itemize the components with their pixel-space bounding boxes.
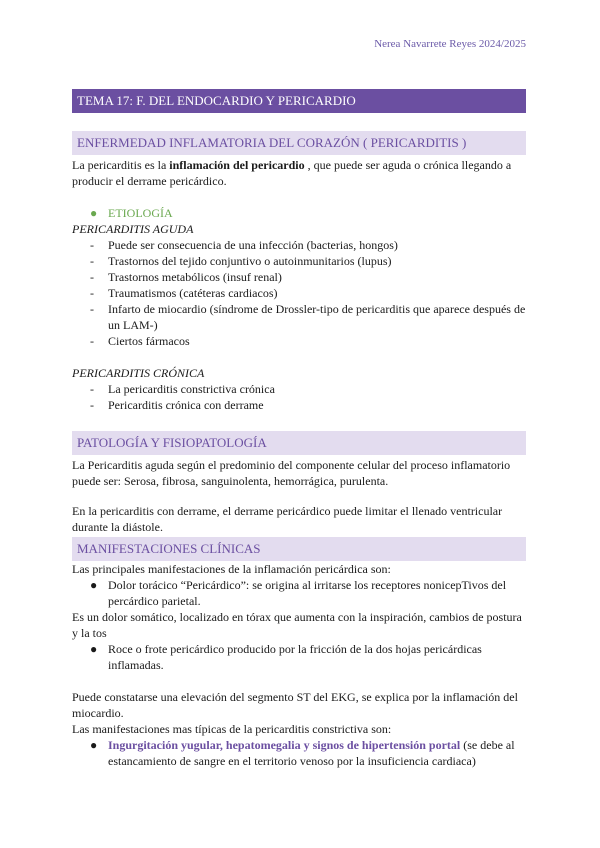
- cronica-title: PERICARDITIS CRÓNICA: [72, 366, 205, 380]
- intro-text-bold: inflamación del pericardio: [169, 158, 305, 172]
- manifestaciones-intro: Las principales manifestaciones de la inflamación pericárdica son:: [72, 562, 391, 576]
- list-item: [72, 577, 526, 609]
- list-item: - Trastornos metabólicos (insuf renal): [72, 269, 526, 285]
- document-title: TEMA 17: F. DEL ENDOCARDIO Y PERICARDIO: [72, 89, 526, 113]
- patologia-paragraph-2: [72, 503, 526, 535]
- ingurgitacion-text: Ingurgitación yugular, hepatomegalia y signos de hipertensión portal: [108, 738, 461, 752]
- aguda-title: PERICARDITIS AGUDA: [72, 222, 194, 236]
- author-header: Nerea Navarrete Reyes 2024/2025: [374, 38, 526, 50]
- list-item: - Traumatismos (catéteras cardiacos): [72, 285, 526, 301]
- section-heading-pericarditis: ENFERMEDAD INFLAMATORIA DEL CORAZÓN ( PERICARDITIS ): [72, 131, 526, 155]
- bullet-dot-icon: ●: [90, 206, 98, 220]
- pericarditis-aguda-block: [72, 221, 526, 349]
- constrictiva-intro: Las manifestaciones mas típicas de la pericarditis constrictiva son:: [72, 722, 392, 736]
- list-item: [72, 641, 526, 673]
- ekg-block: [72, 689, 526, 769]
- intro-text-end: , que puede ser aguda o crónica llegando a producir el derrame pericárdico.: [72, 158, 512, 188]
- patologia-paragraph-1: [72, 457, 526, 489]
- list-item: - Infarto de miocardio (síndrome de Drossler-tipo de pericarditis que aparece después de un LAM-): [72, 301, 526, 333]
- etiologia-bullet: [72, 205, 526, 221]
- pericarditis-cronica-block: [72, 365, 526, 413]
- section-heading-patologia: PATOLOGÍA Y FISIOPATOLOGÍA: [72, 431, 526, 455]
- dolor-somatico-text: Es un dolor somático, localizado en tórax que aumenta con la inspiración, cambios de postura y la tos: [72, 610, 522, 640]
- ekg-text: Puede constatarse una elevación del segmento ST del EKG, se explica por la inflamación del miocardio.: [72, 690, 518, 720]
- estancamiento-text: (se debe al estancamiento de sangre en el territorio venoso por la insuficiencia cardiaca): [108, 738, 515, 768]
- constrictiva-list: [72, 737, 526, 769]
- list-item: - La pericarditis constrictiva crónica: [72, 381, 526, 397]
- patologia-text-1: La Pericarditis aguda según el predominio del componente celular del proceso inflamatorio puede ser: Serosa, fibrosa, sanguinolenta, hemorrágica, purulenta.: [72, 458, 511, 488]
- list-item: [72, 737, 526, 769]
- list-item: - Pericarditis crónica con derrame: [72, 397, 526, 413]
- bullet-dot-icon: ●: [90, 738, 98, 752]
- dolor-toracico-text: Dolor torácico “Pericárdico”: se origina al irritarse los receptores nonicepTivos del percárdico parietal.: [108, 578, 507, 608]
- intro-paragraph: [72, 157, 526, 189]
- list-item: - Trastornos del tejido conjuntivo o autoinmunitarios (lupus): [72, 253, 526, 269]
- bullet-dot-icon: ●: [90, 642, 98, 656]
- manifestaciones-list-1: [72, 577, 526, 609]
- list-item: - Ciertos fármacos: [72, 333, 526, 349]
- list-item: - Puede ser consecuencia de una infección (bacterias, hongos): [72, 237, 526, 253]
- intro-text-start: La pericarditis es la: [72, 158, 170, 172]
- manifestaciones-block: [72, 561, 526, 673]
- cronica-list: [72, 381, 526, 413]
- manifestaciones-list-2: [72, 641, 526, 673]
- etiologia-label: ETIOLOGÍA: [108, 206, 173, 220]
- section-heading-manifestaciones: MANIFESTACIONES CLÍNICAS: [72, 537, 526, 561]
- aguda-list: [72, 237, 526, 349]
- patologia-text-2: En la pericarditis con derrame, el derrame pericárdico puede limitar el llenado ventricular durante la diástole.: [72, 504, 503, 534]
- roce-pericardico-text: Roce o frote pericárdico producido por la fricción de la dos hojas pericárdicas inflamadas.: [108, 642, 482, 672]
- bullet-dot-icon: ●: [90, 578, 98, 592]
